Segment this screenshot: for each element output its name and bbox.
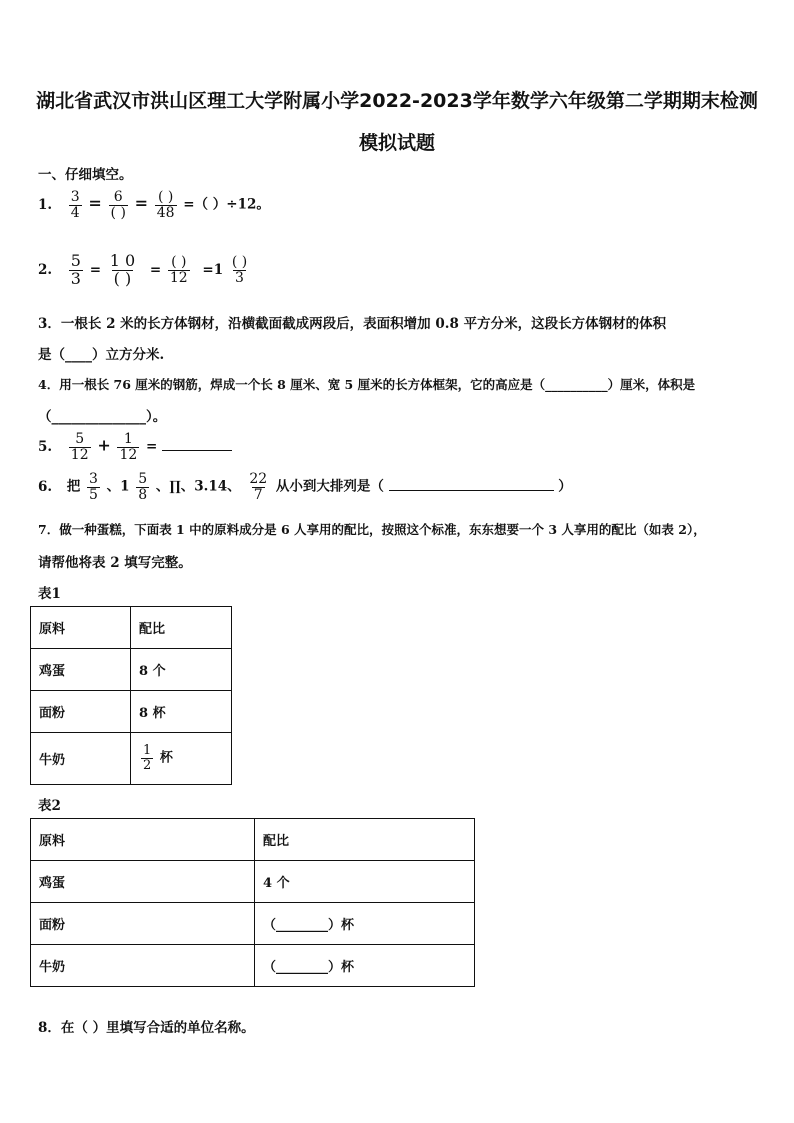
table-row (31, 903, 475, 945)
table-row (31, 861, 475, 903)
table-1-label: 表1 (38, 586, 61, 602)
question-8: 8．在（ ）里填写合适的单位名称。 (38, 1020, 255, 1036)
question-3-line2: 是（____）立方分米. (38, 347, 165, 363)
question-number: 6. (38, 478, 53, 495)
question-number: 2. (38, 261, 53, 278)
fraction: $\frac{1}{2}$ (143, 743, 152, 773)
question-4-line1: 4．用一根长 76 厘米的钢筋，焊成一个长 8 厘米、宽 5 厘米的长方体框架，它的高应是（__________）厘米，体积是 (38, 377, 696, 392)
fraction: $\frac{22}{7}$ (249, 471, 268, 503)
section-heading: 一、仔细填空。 (38, 167, 133, 183)
table-cell: 面粉 (31, 903, 255, 945)
table-cell: 原料 (31, 819, 255, 861)
answer-blank[interactable] (162, 436, 232, 451)
question-7-line2: 请帮他将表 2 填写完整。 (38, 555, 192, 571)
table-2-label: 表2 (38, 798, 61, 814)
table-cell: 原料 (31, 607, 131, 649)
table-cell: $\frac{1}{2}$ 杯 (131, 733, 232, 785)
fraction: $\frac{1 0}{( )}$ (109, 251, 136, 288)
table-cell: 鸡蛋 (31, 649, 131, 691)
question-number: 5. (38, 438, 53, 455)
fraction: $\frac{6}{( )}$ (110, 189, 126, 221)
document-title-line1: 湖北省武汉市洪山区理工大学附属小学2022-2023学年数学六年级第二学期期末检测 (36, 90, 758, 112)
table-cell: 鸡蛋 (31, 861, 255, 903)
question-2: 2. $\frac{5}{3}$ = $\frac{1 0}{( )}$ = $\frac{( )}{12}$ =1 $\frac{( )}{3}$ (38, 251, 248, 288)
question-1: 1. $\frac{3}{4}$ = $\frac{6}{( )}$ = $\frac{( )}{48}$ =（ ）÷12。 (38, 189, 270, 221)
fraction: $\frac{5}{3}$ (70, 251, 81, 288)
fraction: $\frac{5}{8}$ (138, 471, 148, 503)
table-row (31, 607, 232, 649)
fraction: $\frac{1}{12}$ (119, 431, 138, 463)
table-cell: 牛奶 (31, 733, 131, 785)
fraction: $\frac{( )}{12}$ (169, 254, 188, 286)
question-4-line2: （______________）。 (38, 409, 167, 425)
table-row (31, 819, 475, 861)
fraction: $\frac{( )}{3}$ (231, 254, 248, 286)
table-cell: 配比 (131, 607, 232, 649)
table-cell: 面粉 (31, 691, 131, 733)
question-7-line1: 7．做一种蛋糕，下面表 1 中的原料成分是 6 人享用的配比，按照这个标准，东东想要一个 3 人享用的配比（如表 2）， (38, 522, 706, 537)
question-6: 6. 把 $\frac{3}{5}$ 、1 $\frac{5}{8}$ 、∏、3.14、 $\frac{22}{7}$ 从小到大排列是（ ） (38, 471, 572, 503)
question-5: 5. $\frac{5}{12}$ + $\frac{1}{12}$ = (38, 432, 232, 462)
fraction: $\frac{3}{4}$ (70, 189, 80, 221)
table-1 (30, 606, 232, 785)
table-row (31, 733, 232, 785)
fraction: $\frac{5}{12}$ (70, 431, 89, 463)
table-cell: 8 杯 (131, 691, 232, 733)
table-row (31, 649, 232, 691)
table-row (31, 945, 475, 987)
table-cell: 4 个 (255, 861, 475, 903)
answer-blank[interactable] (389, 476, 554, 491)
table-2 (30, 818, 475, 987)
table-row (31, 691, 232, 733)
table-cell: 配比 (255, 819, 475, 861)
question-number: 1. (38, 196, 53, 213)
table-cell[interactable]: （________）杯 (255, 945, 475, 987)
fraction: $\frac{3}{5}$ (89, 471, 98, 503)
table-cell: 8 个 (131, 649, 232, 691)
fraction: $\frac{( )}{48}$ (156, 189, 175, 221)
question-1-tail: =（ ）÷12。 (183, 196, 270, 213)
question-3-line1: 3．一根长 2 米的长方体钢材，沿横截面截成两段后，表面积增加 0.8 平方分米，这段长方体钢材的体积 (38, 316, 667, 332)
document-title-line2: 模拟试题 (358, 132, 435, 154)
table-cell[interactable]: （________）杯 (255, 903, 475, 945)
table-cell: 牛奶 (31, 945, 255, 987)
